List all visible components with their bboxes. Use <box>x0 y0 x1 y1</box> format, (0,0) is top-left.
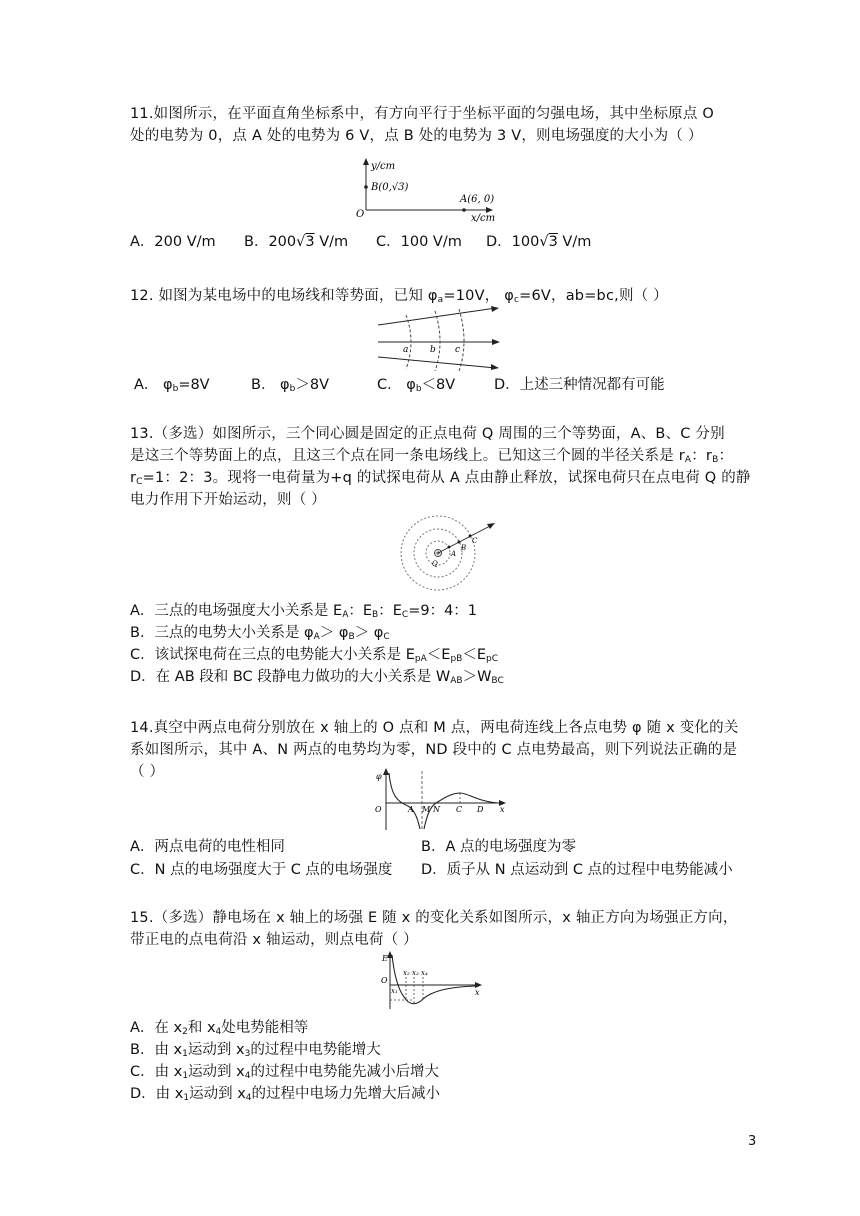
q14-label-a: A <box>408 805 414 814</box>
q12-option-b: B． $\varphi_b>8V$ <box>251 377 329 394</box>
q11-x-label: x/cm <box>471 213 496 224</box>
q13-label-a: A <box>451 550 457 558</box>
q15-label-x1: x₁ <box>391 987 398 995</box>
q15-option-b: B．由 $x_1$运动到 $x_3$的过程中电势能增大 <box>130 1042 381 1059</box>
q12-line-1: 12. 如图为某电场中的电场线和等势面，已知 $\varphi_a=10V$， $\varphi_c=6V$，ab=bc,则（ ） <box>130 288 668 305</box>
q15-label-x: x <box>475 988 480 997</box>
q13-line-4: 电力作用下开始运动，则（ ） <box>130 492 326 508</box>
q14-option-b: B．A 点的电场强度为零 <box>421 839 576 855</box>
q15-option-c: C．由 $x_1$运动到 $x_4$的过程中电势能先减小后增大 <box>130 1064 439 1081</box>
q14-label-m: M <box>422 805 431 814</box>
q12-option-a: A． $\varphi_b=8V$ <box>134 377 210 394</box>
q15-label-x3: x₃ <box>412 969 419 977</box>
q11-point-b-label: B(0,√3) <box>371 182 409 193</box>
q14-label-o: O <box>375 805 382 814</box>
q11-line-2: 处的电势为 0，点 A 处的电势为 6 V，点 B 处的电势为 3 V，则电场强度的大小为（ ） <box>130 128 703 144</box>
q13-line-1: 13.（多选）如图所示，三个同心圆是固定的正点电荷 Q 周围的三个等势面，A、B、C 分别 <box>130 426 725 442</box>
q15-label-o: O <box>381 976 388 985</box>
q11-option-c: C．100 V/m <box>376 234 462 250</box>
q15-line-2: 带正电的点电荷沿 x 轴运动，则点电荷（ ） <box>130 932 418 948</box>
q13-option-d: D．在 AB 段和 BC 段静电力做功的大小关系是 $W_{AB}>W_{BC}$ <box>130 669 504 686</box>
q11-option-b: B．200√3 V/m <box>244 234 349 250</box>
q11-origin-label: O <box>356 209 365 220</box>
q11-y-label: y/cm <box>371 161 396 172</box>
q14-option-d: D．质子从 N 点运动到 C 点的过程中电势能减小 <box>421 862 733 878</box>
q13-option-b: B．三点的电势大小关系是 $\varphi_A> \varphi_B> \varphi_C$ <box>130 625 390 642</box>
q14-label-n: N <box>433 805 440 814</box>
q14-option-c: C．N 点的电场强度大于 C 点的电场强度 <box>130 862 393 878</box>
q15-figure <box>376 949 486 1011</box>
q12-label-a: a <box>403 345 409 355</box>
q13-option-a: A．三点的电场强度大小关系是 $E_A$：$E_B$：$E_C=9$：4：1 <box>130 603 478 620</box>
q12-figure <box>372 305 504 371</box>
q11-point-a-label: A(6, 0) <box>460 194 495 205</box>
q15-option-d: D．由 $x_1$运动到 $x_4$的过程中电场力先增大后减小 <box>130 1086 441 1103</box>
q14-label-d: D <box>477 805 484 814</box>
q11-option-d: D．100√3 V/m <box>486 234 592 250</box>
point-b <box>364 185 368 189</box>
q15-option-a: A．在 $x_2$和 $x_4$处电势能相等 <box>130 1020 309 1037</box>
phi-curve-left <box>389 773 420 829</box>
q14-figure <box>364 767 510 833</box>
point-a <box>462 208 466 212</box>
equipotential-c <box>459 309 464 371</box>
q15-line-1: 15.（多选）静电场在 x 轴上的场强 E 随 x 的变化关系如图所示，x 轴正方向为场强正方向， <box>130 910 738 926</box>
q14-option-a: A．两点电荷的电性相同 <box>130 839 285 855</box>
q14-phi-label: φ <box>376 772 382 781</box>
q11-figure <box>350 155 500 225</box>
q12-option-d: D．上述三种情况都有可能 <box>494 377 665 393</box>
q15-label-x2: x₂ <box>403 969 410 977</box>
q13-figure <box>398 513 502 595</box>
point-a <box>448 546 451 549</box>
q13-label-b: B <box>461 544 467 552</box>
q15-e-label: E <box>382 954 388 963</box>
q14-label-c: C <box>456 805 463 814</box>
q14-label-x: x <box>500 805 505 814</box>
page-number: 3 <box>748 1134 757 1149</box>
q11-line-1: 11.如图所示，在平面直角坐标系中，有方向平行于坐标平面的匀强电场，其中坐标原点 O <box>130 106 714 122</box>
q11-option-a: A．200 V/m <box>130 234 216 250</box>
q13-option-c: C．该试探电荷在三点的电势能大小关系是 $E_{pA}<E_{pB}<E_{pC}$ <box>130 647 499 664</box>
q12-option-c: C． $\varphi_b<8V$ <box>377 377 456 394</box>
q13-line-3: $r_C=1$：2：3。现将一电荷量为+q 的试探电荷从 A 点由静止释放，试探电荷只在点电荷 Q 的静 <box>130 470 751 487</box>
e-curve <box>392 955 476 1004</box>
q13-line-2: 是这三个等势面上的点，且这三个点在同一条电场线上。已知这三个圆的半径关系是 $r_A$：$r_B$： <box>130 448 734 465</box>
q12-label-c: c <box>455 345 461 355</box>
q15-label-x4: x₄ <box>421 969 428 977</box>
q14-line-2: 系如图所示，其中 A、N 两点的电势均为零，ND 段中的 C 点电势最高，则下列说法正确的是 <box>130 742 738 758</box>
q14-line-3: （ ） <box>130 764 165 780</box>
q14-line-1: 14.真空中两点电荷分别放在 x 轴上的 O 点和 M 点，两电荷连线上各点电势 φ 随 x 变化的关 <box>130 720 739 736</box>
q12-label-b: b <box>430 345 436 355</box>
q13-label-q: Q <box>432 560 438 568</box>
q13-label-c: C <box>472 537 478 545</box>
